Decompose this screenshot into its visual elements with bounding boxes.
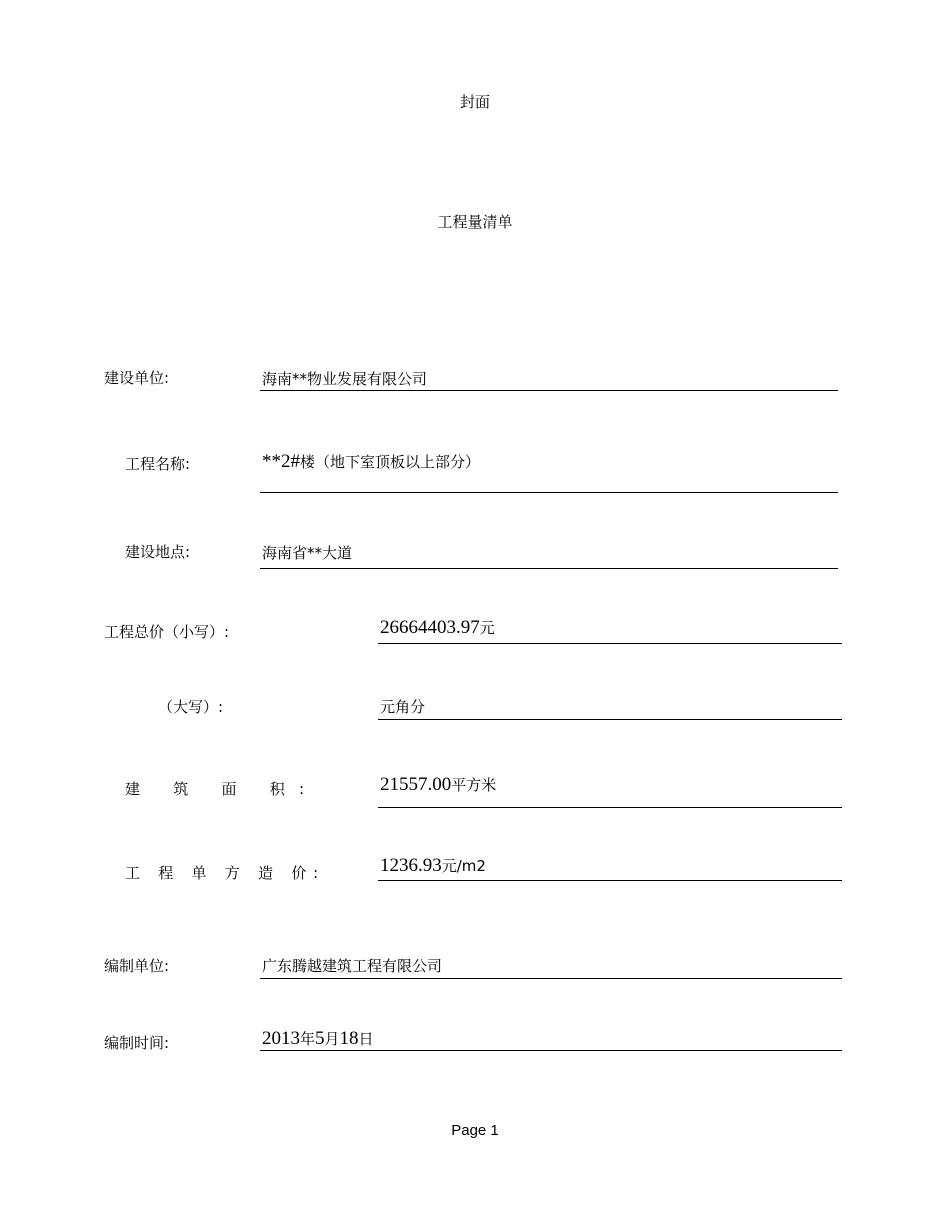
page-number: Page 1 xyxy=(451,1122,499,1139)
compile-date-label: 编制时间: xyxy=(104,1034,170,1052)
unit-cost-underline xyxy=(378,880,842,881)
project-name-underline xyxy=(260,492,838,493)
total-price-big-label: （大写）: xyxy=(158,698,224,716)
compile-date-year: 2013 xyxy=(262,1028,300,1049)
owner-label: 建设单位: xyxy=(104,369,170,387)
project-name-rest: 楼（地下室顶板以上部分） xyxy=(300,453,481,471)
total-price-number: 26664403.97 xyxy=(380,617,480,638)
compile-date-value xyxy=(262,1028,374,1050)
compiler-underline xyxy=(260,978,842,979)
compile-date-month: 5 xyxy=(315,1028,325,1049)
unit-cost-label: 工 程 单 方 造 价: xyxy=(125,864,325,882)
compile-date-year-unit: 年 xyxy=(300,1030,316,1048)
unit-cost-unit: 元/m2 xyxy=(441,857,486,875)
total-price-small-underline xyxy=(378,643,842,644)
project-name-prefix: **2# xyxy=(262,451,300,472)
compiler-value: 广东腾越建筑工程有限公司 xyxy=(262,957,443,975)
project-name-label: 工程名称: xyxy=(125,455,191,473)
unit-cost-number: 1236.93 xyxy=(380,855,442,876)
building-area-number: 21557.00 xyxy=(380,774,452,795)
compile-date-month-unit: 月 xyxy=(324,1030,340,1048)
total-price-big-underline xyxy=(378,719,842,720)
building-area-unit: 平方米 xyxy=(451,776,497,794)
building-area-underline xyxy=(378,807,842,808)
owner-value: 海南**物业发展有限公司 xyxy=(262,370,428,388)
compile-date-day: 18 xyxy=(339,1028,359,1049)
project-name-value xyxy=(262,451,480,473)
compiler-label: 编制单位: xyxy=(104,957,170,975)
total-price-small-label: 工程总价（小写）: xyxy=(104,623,230,641)
compile-date-day-unit: 日 xyxy=(358,1030,374,1048)
location-label: 建设地点: xyxy=(125,543,191,561)
cover-title: 封面 xyxy=(459,93,490,111)
document-title: 工程量清单 xyxy=(437,213,513,231)
unit-cost-value xyxy=(380,855,486,877)
compile-date-underline xyxy=(260,1050,842,1051)
total-price-unit: 元 xyxy=(479,619,495,637)
total-price-big-value: 元角分 xyxy=(380,698,426,716)
building-area-value xyxy=(380,774,496,796)
location-value: 海南省**大道 xyxy=(262,544,353,562)
owner-underline xyxy=(260,390,838,391)
building-area-label: 建 筑 面 积: xyxy=(125,780,319,798)
location-underline xyxy=(260,568,838,569)
total-price-small-value xyxy=(380,617,495,639)
